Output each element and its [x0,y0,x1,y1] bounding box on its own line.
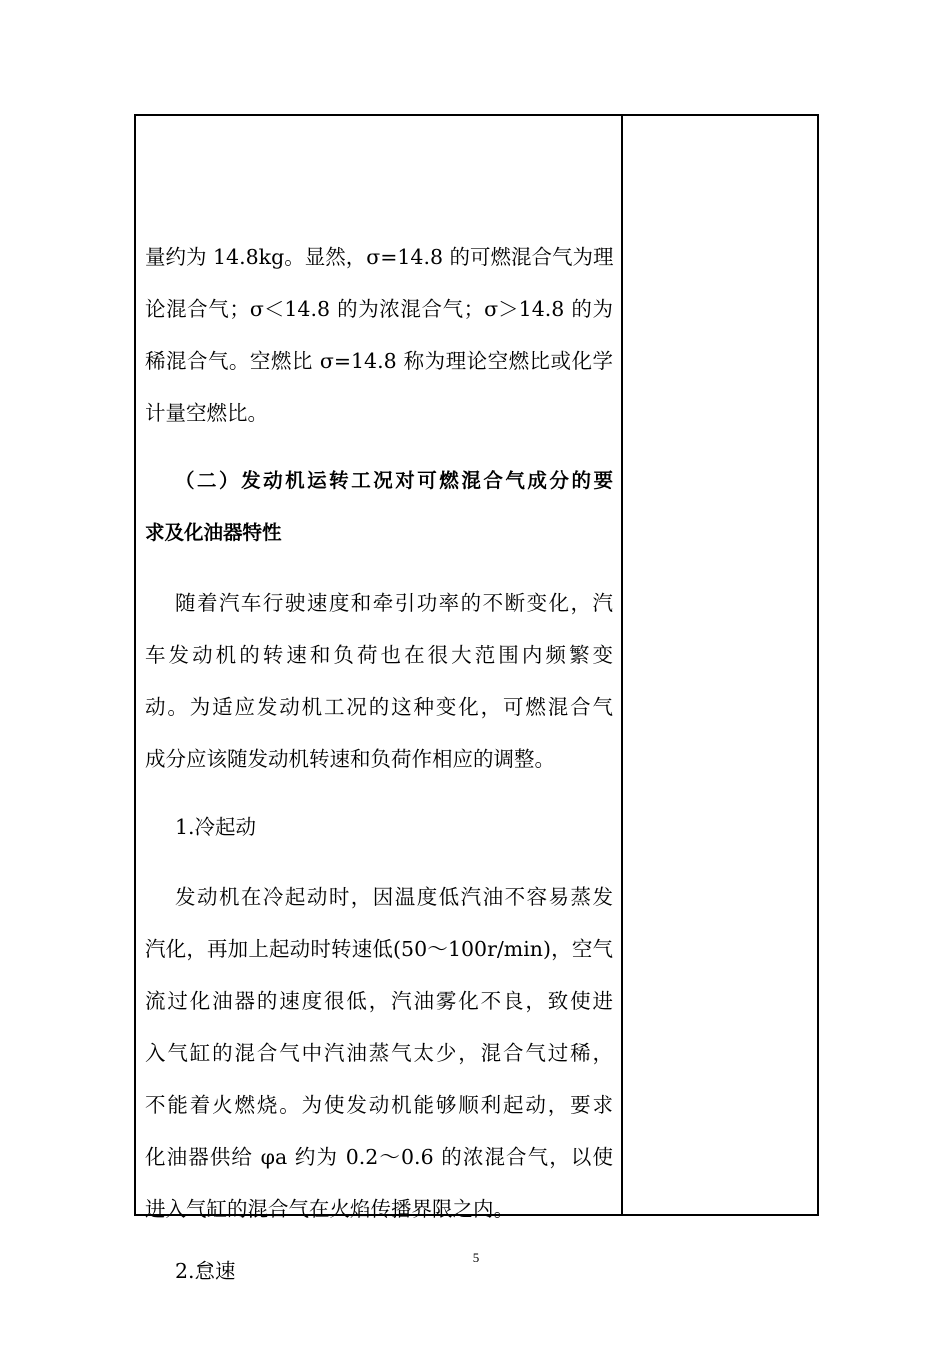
text-line: 计量空燃比。 [145,401,268,425]
text-line: 不能着火燃烧。为使发动机能够顺利起动，要求 [145,1093,613,1117]
text-line: 量约为 14.8kg。显然，σ=14.8 的可燃混合气为理 [145,245,614,269]
subheading-cold-start: 1.冷起动 [175,815,257,839]
text-line: 动。为适应发动机工况的这种变化，可燃混合气 [145,695,613,719]
side-column [623,116,817,1214]
text-line: 流过化油器的速度很低，汽油雾化不良，致使进 [145,989,613,1013]
text-line: 入气缸的混合气中汽油蒸气太少，混合气过稀， [145,1041,613,1065]
text-line: 成分应该随发动机转速和负荷作相应的调整。 [145,747,555,771]
page-number: 5 [472,1250,480,1265]
subheading-idle: 2.怠速 [175,1259,236,1283]
text-line: 稀混合气。空燃比 σ=14.8 称为理论空燃比或化学 [145,349,613,373]
section-heading: （二）发动机运转工况对可燃混合气成分的要 [175,469,613,492]
main-text-column [136,116,623,1283]
text-line: 随着汽车行驶速度和牵引功率的不断变化，汽 [175,591,613,615]
text-line: 车发动机的转速和负荷也在很大范围内频繁变 [145,643,613,667]
text-line: 进入气缸的混合气在火焰传播界限之内。 [145,1197,514,1221]
text-line: 论混合气；σ＜14.8 的为浓混合气；σ＞14.8 的为 [145,297,613,321]
text-line: 发动机在冷起动时，因温度低汽油不容易蒸发 [175,885,613,909]
text-line: 化油器供给 φa 约为 0.2～0.6 的浓混合气，以使 [145,1145,613,1169]
text-line: 汽化，再加上起动时转速低(50～100r/min)，空气 [145,937,613,961]
section-heading: 求及化油器特性 [145,521,282,544]
content-table [134,114,819,1283]
